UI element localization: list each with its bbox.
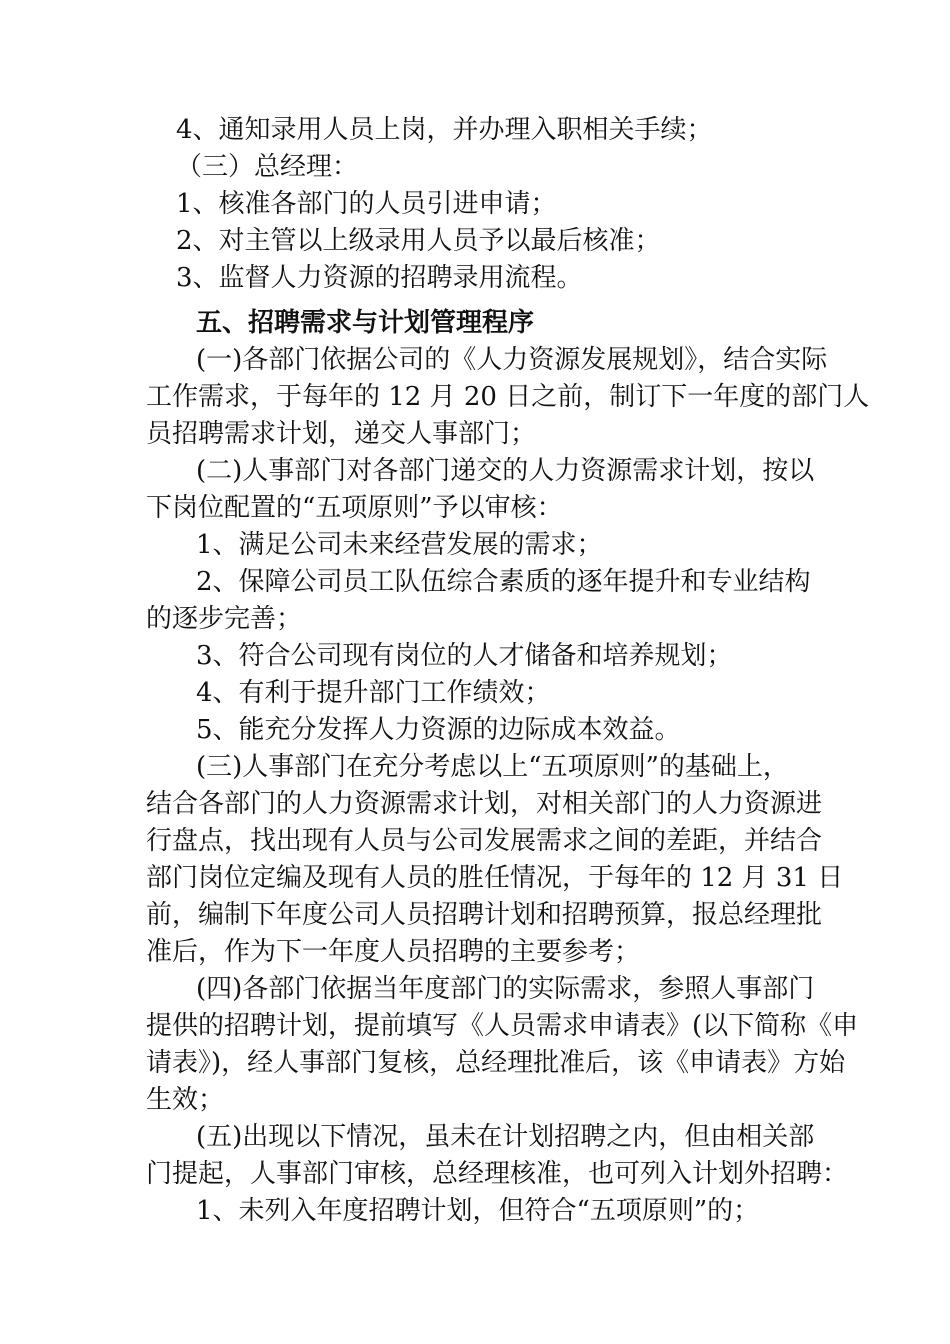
paragraph-line: (四)各部门依据当年度部门的实际需求，参照人事部门 [196,974,815,1004]
paragraph-line: (二)人事部门对各部门递交的人力资源需求计划，按以 [196,456,815,486]
paragraph-line: 请表》)，经人事部门复核，总经理批准后，该《申请表》方始 [146,1048,846,1078]
paragraph-line: 提供的招聘计划，提前填写《人员需求申请表》(以下简称《申 [146,1011,859,1041]
paragraph-line: 下岗位配置的“五项原则”予以审核： [146,493,563,523]
list-item: 2、保障公司员工队伍综合素质的逐年提升和专业结构 [196,567,811,597]
paragraph-line: 准后，作为下一年度人员招聘的主要参考； [146,937,641,967]
section-heading: 五、招聘需求与计划管理程序 [196,308,535,338]
paragraph-line: 门提起，人事部门审核，总经理核准，也可列入计划外招聘： [146,1159,849,1189]
list-item: 4、有利于提升部门工作绩效； [196,678,551,708]
paragraph-line: (一)各部门依据公司的《人力资源发展规划》，结合实际 [196,345,828,375]
list-item: 1、未列入年度招聘计划，但符合“五项原则”的； [196,1196,760,1226]
list-item: 3、监督人力资源的招聘录用流程。 [176,263,583,293]
paragraph-line: 部门岗位定编及现有人员的胜任情况，于每年的 12 月 31 日 [146,863,844,893]
list-item: 1、满足公司未来经营发展的需求； [196,530,603,560]
list-item: 3、符合公司现有岗位的人才储备和培养规划； [196,641,733,671]
list-item: 的逐步完善； [146,604,303,634]
list-item: 1、核准各部门的人员引进申请； [176,189,557,219]
list-item: 2、对主管以上级录用人员予以最后核准； [176,226,661,256]
list-item: 5、能充分发挥人力资源的边际成本效益。 [196,715,681,745]
paragraph-line: 工作需求，于每年的 12 月 20 日之前，制订下一年度的部门人 [146,382,870,412]
paragraph-line: 行盘点，找出现有人员与公司发展需求之间的差距，并结合 [146,826,823,856]
paragraph-line: (五)出现以下情况，虽未在计划招聘之内，但由相关部 [196,1122,815,1152]
paragraph-line: 前，编制下年度公司人员招聘计划和招聘预算，报总经理批 [146,900,823,930]
paragraph-line: (三)人事部门在充分考虑以上“五项原则”的基础上， [196,752,789,782]
paragraph-line: 结合各部门的人力资源需求计划，对相关部门的人力资源进 [146,789,823,819]
list-item: 4、通知录用人员上岗，并办理入职相关手续； [176,115,713,145]
paragraph-line: 员招聘需求计划，递交人事部门； [146,419,537,449]
section-subheading: （三）总经理： [176,152,359,182]
paragraph-line: 生效； [146,1085,225,1115]
